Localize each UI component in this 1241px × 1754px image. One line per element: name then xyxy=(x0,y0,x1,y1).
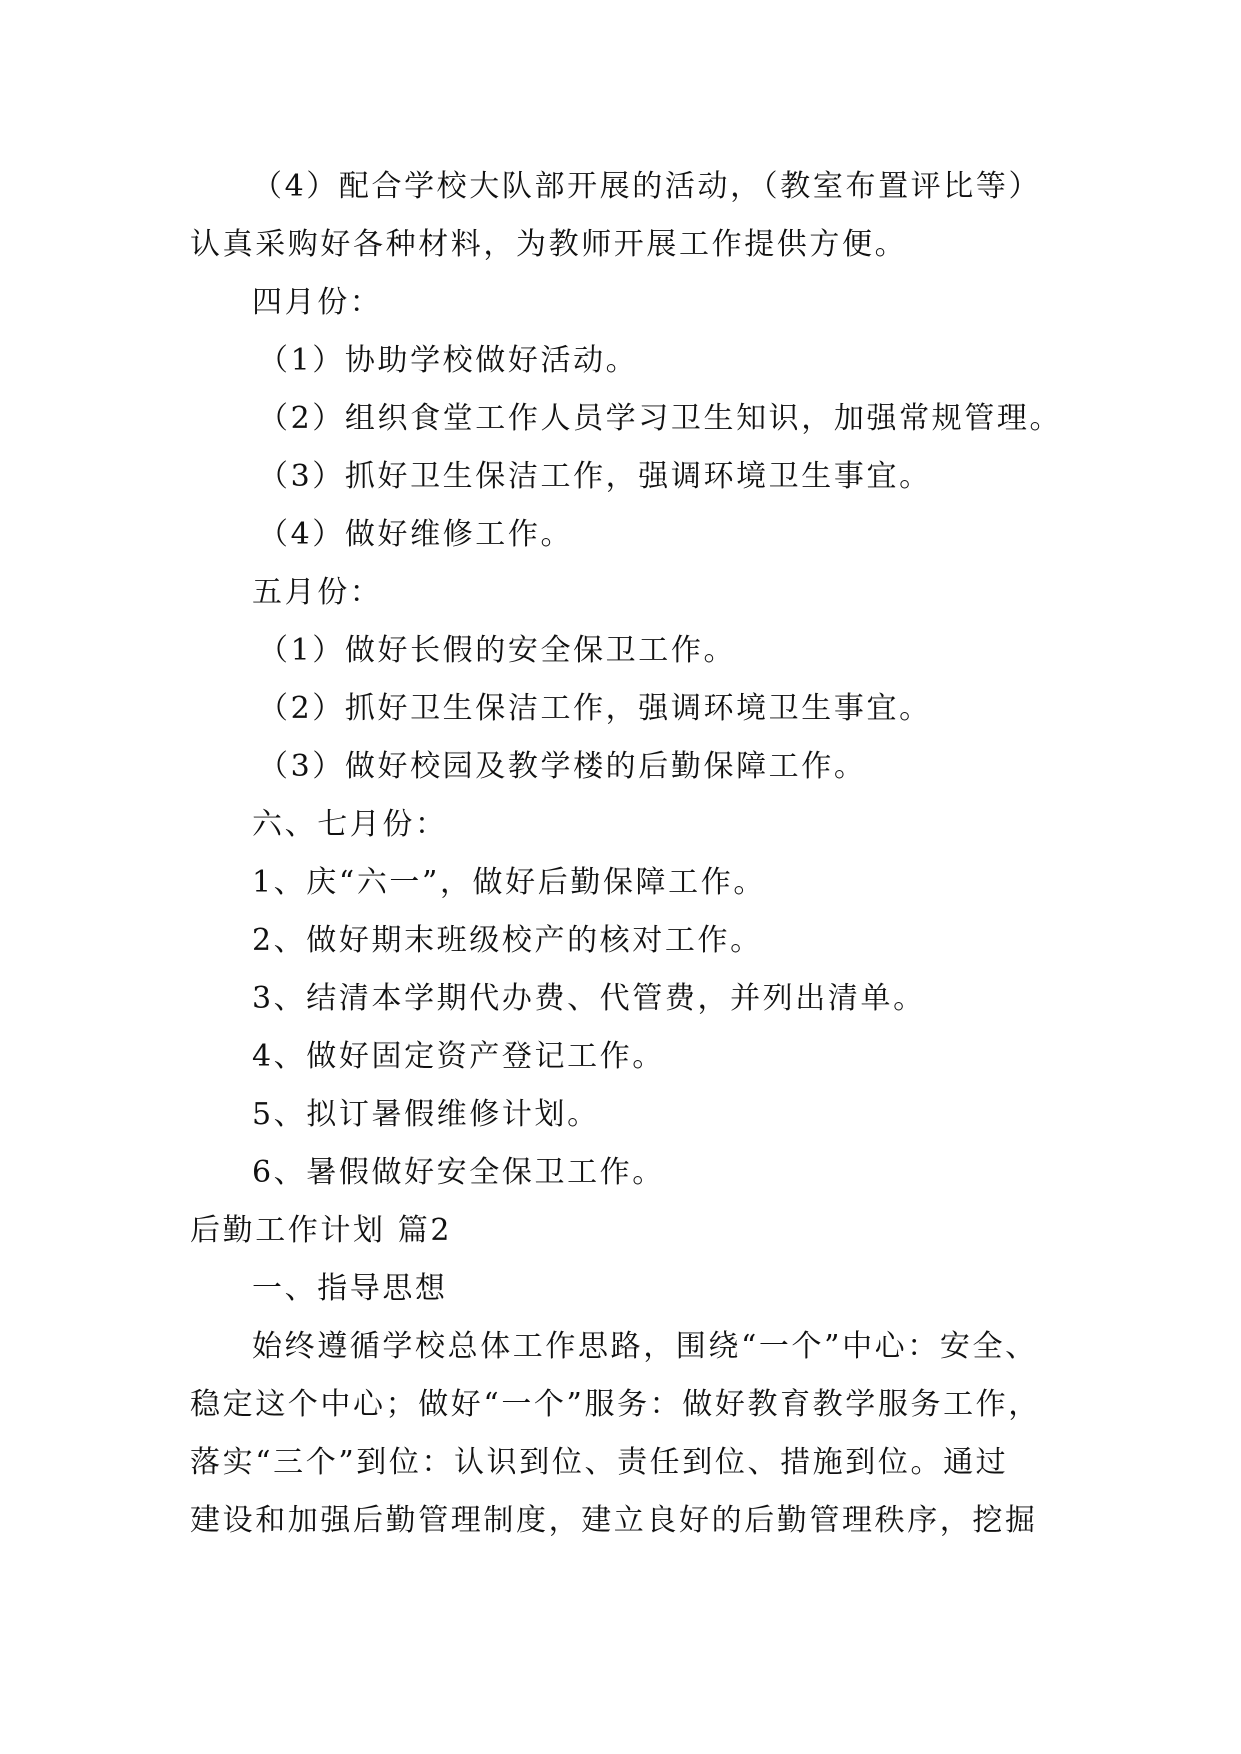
list-item: 6、暑假做好安全保卫工作。 xyxy=(252,1155,665,1190)
paragraph-line: （4）配合学校大队部开展的活动，（教室布置评比等） xyxy=(252,169,1042,204)
section-heading-june-july: 六、七月份： xyxy=(252,807,448,842)
list-item: （2）组织食堂工作人员学习卫生知识，加强常规管理。 xyxy=(258,401,1063,436)
list-item: （3）做好校园及教学楼的后勤保障工作。 xyxy=(258,749,867,784)
paragraph-line: 始终遵循学校总体工作思路，围绕“一个”中心：安全、 xyxy=(252,1329,1038,1364)
section-heading-guiding-thought: 一、指导思想 xyxy=(252,1271,448,1306)
document-section-title: 后勤工作计划 篇2 xyxy=(190,1213,453,1248)
paragraph-line: 稳定这个中心；做好“一个”服务：做好教育教学服务工作， xyxy=(190,1387,1041,1422)
section-heading-may: 五月份： xyxy=(252,575,383,610)
list-item: （2）抓好卫生保洁工作，强调环境卫生事宜。 xyxy=(258,691,932,726)
list-item: 3、结清本学期代办费、代管费，并列出清单。 xyxy=(252,981,926,1016)
list-item: （3）抓好卫生保洁工作，强调环境卫生事宜。 xyxy=(258,459,932,494)
list-item: （1）做好长假的安全保卫工作。 xyxy=(258,633,737,668)
paragraph-line: 建设和加强后勤管理制度，建立良好的后勤管理秩序，挖掘 xyxy=(190,1503,1038,1538)
list-item: （1）协助学校做好活动。 xyxy=(258,343,639,378)
paragraph-line: 落实“三个”到位：认识到位、责任到位、措施到位。通过 xyxy=(190,1445,1009,1480)
paragraph-line: 认真采购好各种材料，为教师开展工作提供方便。 xyxy=(190,227,908,262)
list-item: （4）做好维修工作。 xyxy=(258,517,574,552)
list-item: 5、拟订暑假维修计划。 xyxy=(252,1097,600,1132)
list-item: 2、做好期末班级校产的核对工作。 xyxy=(252,923,763,958)
list-item: 4、做好固定资产登记工作。 xyxy=(252,1039,665,1074)
list-item: 1、庆“六一”，做好后勤保障工作。 xyxy=(252,865,766,900)
section-heading-april: 四月份： xyxy=(252,285,383,320)
